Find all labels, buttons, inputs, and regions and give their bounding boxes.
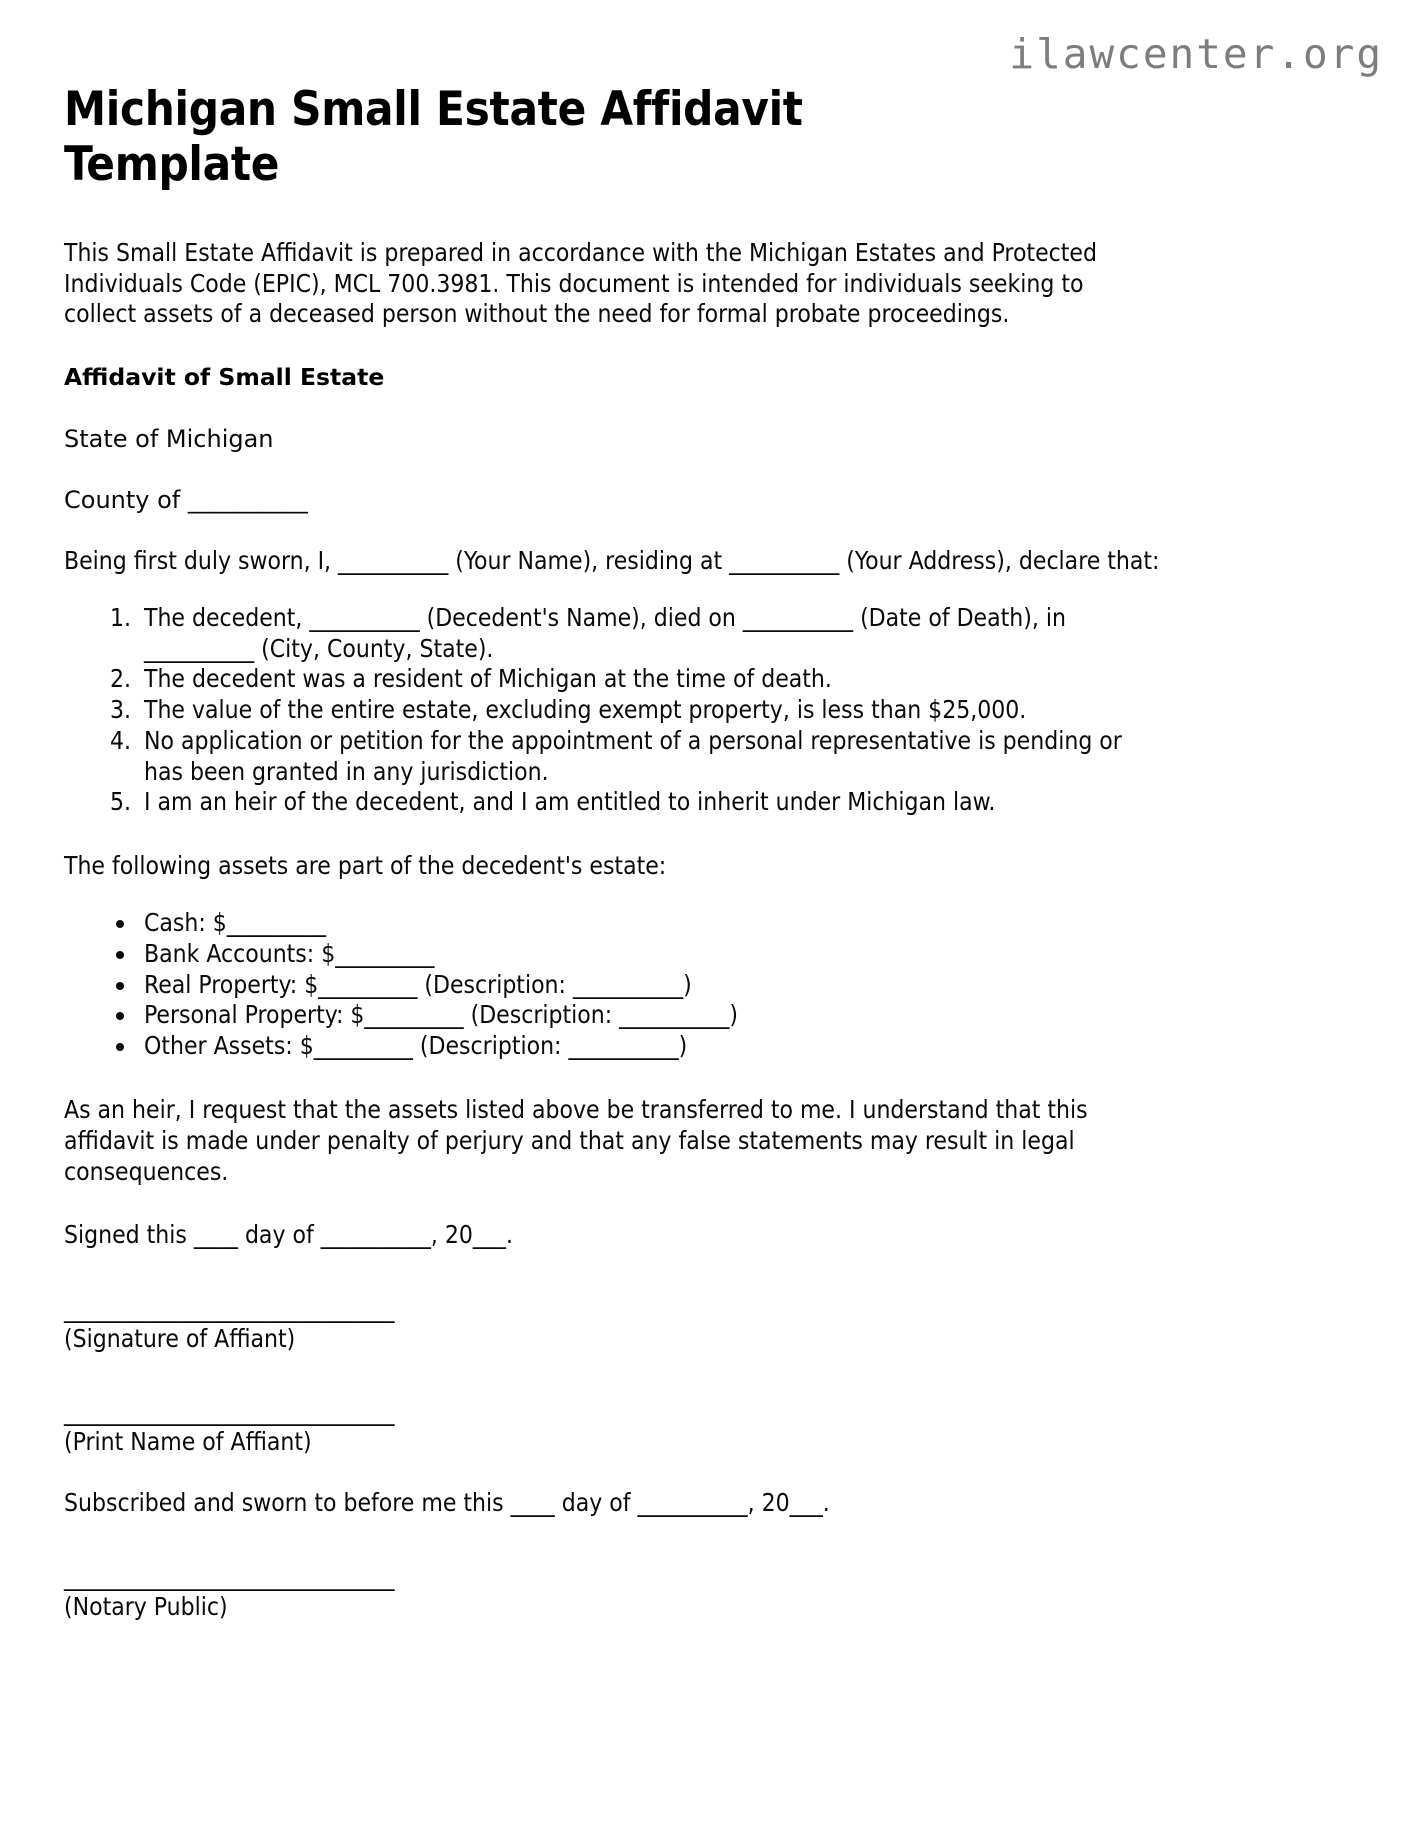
list-item: • Cash: $_________ [138, 908, 1162, 939]
list-item: • Other Assets: $_________ (Description: __________) [138, 1031, 1162, 1062]
notary-sworn-line: Subscribed and sworn to before me this ____ day of __________, 20___. [64, 1488, 830, 1518]
declarations-list [64, 603, 1162, 818]
spacer [64, 515, 1162, 546]
spacer [64, 393, 1162, 424]
signed-date-line: Signed this ____ day of __________, 20___. [64, 1220, 513, 1250]
spacer [64, 192, 1162, 238]
spacer [64, 1062, 1162, 1095]
page-title: Michigan Small Estate Affidavit Template [64, 82, 803, 192]
site-watermark: ilawcenter.org [1009, 30, 1383, 78]
assets-list [64, 908, 1162, 1062]
notary-signature-block [64, 1562, 1162, 1622]
notary-label: (Notary Public) [64, 1591, 228, 1621]
list-item: 2. The decedent was a resident of Michigan at the time of death. [138, 664, 1162, 695]
spacer [64, 1354, 1162, 1400]
spacer [64, 330, 1162, 363]
spacer [64, 577, 1162, 603]
spacer [64, 1519, 1162, 1565]
list-item: • Real Property: $_________ (Description: __________) [138, 970, 1162, 1001]
spacer [64, 1457, 1162, 1488]
list-item: • Bank Accounts: $_________ [138, 939, 1162, 970]
sworn-paragraph: Being first duly sworn, I, __________ (Your Name), residing at __________ (Your Address), declare that: [64, 546, 1160, 576]
spacer [64, 882, 1162, 908]
list-item: 4. No application or petition for the appointment of a personal representative is pending or has been granted in any jurisdiction. [138, 726, 1162, 787]
state-line: State of Michigan [64, 424, 274, 453]
spacer [64, 1187, 1162, 1220]
request-paragraph: As an heir, I request that the assets listed above be transferred to me. I understand that this affidavit is made under penalty of perjury and that any false statements may result in legal consequences. [64, 1095, 1095, 1186]
spacer [64, 1251, 1162, 1297]
affiant-signature-block [64, 1294, 1162, 1354]
print-name-rule: ______________________________ [64, 1397, 395, 1427]
affiant-printname-block [64, 1397, 1162, 1457]
assets-intro-paragraph: The following assets are part of the decedent's estate: [64, 851, 667, 881]
signature-label: (Signature of Affiant) [64, 1323, 296, 1353]
notary-rule: ______________________________ [64, 1562, 395, 1592]
list-item: 5. I am an heir of the decedent, and I am entitled to inherit under Michigan law. [138, 787, 1162, 818]
spacer [64, 454, 1162, 485]
section-heading-affidavit: Affidavit of Small Estate [64, 363, 385, 392]
intro-paragraph: This Small Estate Affidavit is prepared in accordance with the Michigan Estates and Protected Individuals Code (EPIC), MCL 700.3981. This document is intended for individuals seeking to collect assets of a deceased person without the need for formal probate proceedings. [64, 237, 1104, 329]
county-line: County of __________ [64, 486, 308, 515]
list-item: 3. The value of the entire estate, excluding exempt property, is less than $25,000. [138, 695, 1162, 726]
list-item: • Personal Property: $_________ (Description: __________) [138, 1000, 1162, 1031]
list-item: 1. The decedent, __________ (Decedent's Name), died on __________ (Date of Death), in __________ (City, County, State). [138, 603, 1162, 664]
spacer [64, 818, 1162, 851]
print-name-label: (Print Name of Affiant) [64, 1426, 312, 1456]
document-content [64, 82, 1162, 1622]
signature-rule: ______________________________ [64, 1294, 395, 1324]
